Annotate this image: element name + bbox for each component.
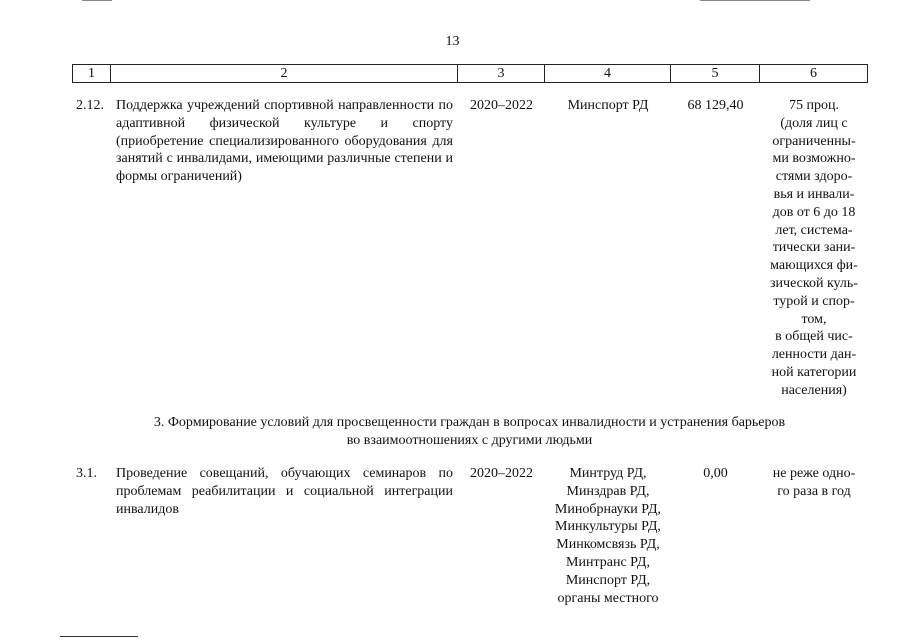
row-executor (545, 465, 671, 607)
indicator-line: том, (801, 311, 827, 327)
executor-line: Минспорт РД, (565, 572, 651, 588)
scan-artifact (700, 0, 810, 1)
indicator-line: ной категории (771, 364, 857, 380)
indicator-line: тически зани- (772, 240, 856, 256)
scan-artifact (60, 636, 138, 637)
indicator-line: не реже одно- (772, 466, 856, 481)
row-number: 3.1. (76, 466, 97, 481)
section-title (72, 414, 867, 450)
indicator-line: вья и инвали- (773, 186, 855, 202)
column-header-6: 6 (760, 65, 868, 83)
row-executor (545, 97, 671, 115)
column-header-2: 2 (111, 65, 458, 83)
row-number: 2.12. (76, 98, 104, 113)
section-title-line: 3. Формирование условий для просвещенности граждан в вопросах инвалидности и устранения барьеров (153, 415, 786, 430)
indicator-line: лет, система- (775, 222, 853, 238)
indicator-line: ми возможно- (772, 151, 856, 167)
column-header-3: 3 (458, 65, 545, 83)
indicator-line: ленности дан- (771, 347, 857, 363)
row-amount: 68 129,40 (687, 98, 744, 113)
executor-line: Минкомсвязь РД, (556, 537, 660, 553)
column-header-table (72, 64, 868, 83)
row-period: 2020–2022 (470, 466, 533, 481)
page-number: 13 (445, 34, 460, 49)
indicator-line: турой и спор- (773, 293, 855, 309)
row-period: 2020–2022 (470, 98, 533, 113)
executor-line: Минздрав РД, (566, 483, 650, 499)
executor-line: Минтруд РД, (569, 466, 647, 481)
indicator-line: мающихся фи- (770, 258, 858, 274)
column-header-5: 5 (671, 65, 760, 83)
indicator-line: в общей чис- (775, 329, 853, 345)
executor-line: Минтранс РД, (566, 554, 650, 570)
column-header-1: 1 (73, 65, 111, 83)
indicator-line: дов от 6 до 18 (772, 204, 856, 220)
indicator-line: зической куль- (770, 275, 858, 291)
row-indicator (760, 97, 868, 400)
row-indicator (760, 465, 868, 501)
indicator-line: стями здоро- (775, 169, 853, 185)
executor-line: Минспорт РД (567, 98, 649, 113)
row-amount: 0,00 (703, 466, 728, 481)
row-description: Поддержка учреждений спортивной направленности по адаптивной физической культуре и спорту (приобретение специализированного оборудования для занятий с инвалидами, имеющими различные степени и формы ограничений) (116, 98, 453, 185)
indicator-line: населения) (781, 382, 847, 398)
row-description: Проведение совещаний, обучающих семинаров по проблемам реабилитации и социальной интеграции инвалидов (116, 466, 453, 517)
indicator-line: 75 проц. (789, 98, 839, 113)
executor-line: Минкультуры РД, (555, 519, 661, 535)
section-title-line: во взаимоотношениях с другими людьми (346, 433, 593, 448)
column-header-4: 4 (545, 65, 671, 83)
executor-line: Минобрнауки РД, (554, 501, 662, 517)
scan-artifact (82, 0, 112, 1)
indicator-line: го раза в год (777, 483, 851, 499)
indicator-line: ограниченны- (772, 133, 856, 149)
executor-line: органы местного (557, 590, 659, 606)
indicator-line: (доля лиц с (780, 115, 848, 131)
